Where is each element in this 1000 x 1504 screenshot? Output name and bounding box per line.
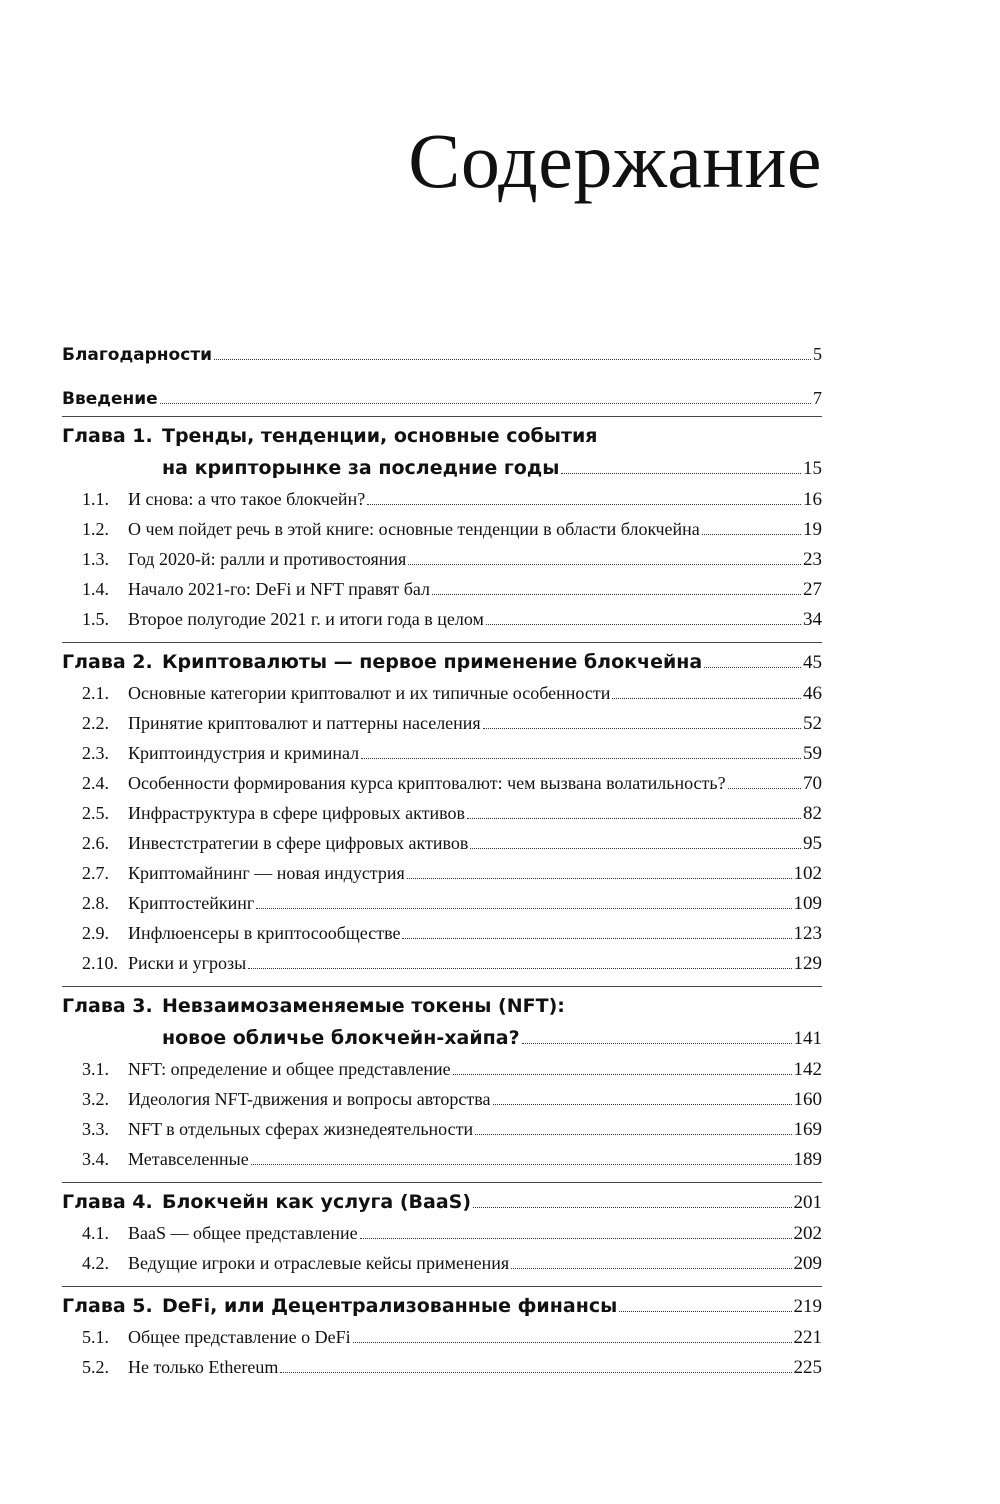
section-number: 4.2. <box>82 1253 109 1273</box>
toc-section-entry[interactable] <box>62 1119 822 1149</box>
dot-leader <box>256 908 791 909</box>
toc-section-entry[interactable] <box>62 1357 822 1387</box>
section-title: Инфраструктура в сфере цифровых активов <box>128 803 465 823</box>
section-title: О чем пойдет речь в этой книге: основные тенденции в области блокчейна <box>128 519 700 539</box>
toc-page-number: 201 <box>793 1192 822 1213</box>
toc-page-number: 225 <box>793 1357 822 1378</box>
section-title: Криптомайнинг — новая индустрия <box>128 863 405 883</box>
section-title: Принятие криптовалют и паттерны населения <box>128 713 481 733</box>
toc-page-number: 46 <box>803 683 822 704</box>
toc-page-number: 7 <box>813 388 822 408</box>
toc-page-number: 219 <box>793 1296 822 1317</box>
toc-page-number: 102 <box>793 863 822 884</box>
toc-page-number: 16 <box>803 489 822 510</box>
toc-page-number: 142 <box>793 1059 822 1080</box>
dot-leader <box>612 698 801 699</box>
section-number: 3.4. <box>82 1149 109 1169</box>
toc-section-entry[interactable] <box>62 579 822 609</box>
dot-leader <box>467 818 801 819</box>
toc-page-number: 129 <box>793 953 822 974</box>
dot-leader <box>522 1043 792 1044</box>
section-number: 1.3. <box>82 549 109 569</box>
toc-page-number: 141 <box>793 1028 822 1049</box>
section-number: 2.7. <box>82 863 109 883</box>
chapter-divider <box>62 642 822 643</box>
section-title: NFT в отдельных сферах жизнедеятельности <box>128 1119 474 1139</box>
section-number: 2.10. <box>82 953 118 973</box>
toc-page-number: 169 <box>793 1119 822 1140</box>
chapter-heading-line <box>62 651 822 683</box>
toc-page-number: 109 <box>793 893 822 914</box>
section-title: Общее представление о DeFi <box>128 1327 351 1347</box>
toc-page-number: 95 <box>803 833 822 854</box>
toc-page-number: 189 <box>793 1149 822 1170</box>
section-number: 2.5. <box>82 803 109 823</box>
toc-page-number: 221 <box>793 1327 822 1348</box>
chapter-2[interactable] <box>62 651 822 683</box>
toc-page-number: 123 <box>793 923 822 944</box>
section-number: 2.8. <box>82 893 109 913</box>
chapter-4[interactable] <box>62 1191 822 1223</box>
dot-leader <box>402 938 791 939</box>
toc-page-number: 19 <box>803 519 822 540</box>
toc-section-entry[interactable] <box>62 1327 822 1357</box>
dot-leader <box>486 624 801 625</box>
dot-leader <box>407 878 792 879</box>
dot-leader <box>470 848 801 849</box>
section-title: Особенности формирования курса криптовалют: чем вызвана волатильность? <box>128 773 726 793</box>
toc-section-entry[interactable] <box>62 773 822 803</box>
section-title: Метавселенные <box>128 1149 249 1169</box>
dot-leader <box>704 667 801 668</box>
page-title: Содержание <box>408 117 822 204</box>
toc-page-number: 70 <box>803 773 822 794</box>
toc-entry-label: Введение <box>62 389 158 409</box>
chapter-number: Глава 2. <box>62 651 153 673</box>
toc-page-number: 34 <box>803 609 822 630</box>
section-title: И снова: а что такое блокчейн? <box>128 489 366 509</box>
toc-section-entry[interactable] <box>62 489 822 519</box>
chapter-title: Невзаимозаменяемые токены (NFT): <box>162 995 565 1017</box>
chapter-divider <box>62 1182 822 1183</box>
chapter-5[interactable] <box>62 1295 822 1327</box>
section-title: Риски и угрозы <box>128 953 247 973</box>
chapter-number: Глава 4. <box>62 1191 153 1213</box>
chapter-title: новое обличье блокчейн-хайпа? <box>162 1027 520 1049</box>
chapter-title: Криптовалюты — первое применение блокчейна <box>162 651 703 673</box>
toc-page-number: 23 <box>803 549 822 570</box>
section-title: Начало 2021-го: DeFi и NFT правят бал <box>128 579 431 599</box>
dot-leader <box>280 1372 791 1373</box>
chapter-heading-line <box>62 1027 822 1059</box>
toc-section-entry[interactable] <box>62 833 822 863</box>
dot-leader <box>248 968 791 969</box>
dot-leader <box>408 564 801 565</box>
section-number: 3.1. <box>82 1059 109 1079</box>
chapter-heading-line <box>62 425 822 457</box>
chapter-title: на крипторынке за последние годы <box>162 457 560 479</box>
dot-leader <box>493 1104 792 1105</box>
toc-section-entry[interactable] <box>62 519 822 549</box>
section-title: BaaS — общее представление <box>128 1223 358 1243</box>
dot-leader <box>473 1207 791 1208</box>
toc-entry-label: Благодарности <box>62 345 213 365</box>
section-number: 4.1. <box>82 1223 109 1243</box>
dot-leader <box>360 1238 792 1239</box>
toc-section-entry[interactable] <box>62 953 822 983</box>
dot-leader <box>453 1074 792 1075</box>
section-title: Не только Ethereum <box>128 1357 279 1377</box>
dot-leader <box>353 1342 792 1343</box>
section-number: 2.6. <box>82 833 109 853</box>
toc-page-number: 209 <box>793 1253 822 1274</box>
chapter-heading-line <box>62 457 822 489</box>
toc-section-entry[interactable] <box>62 1253 822 1283</box>
chapter-title: Тренды, тенденции, основные события <box>162 425 598 447</box>
toc-page-number: 82 <box>803 803 822 824</box>
section-number: 1.2. <box>82 519 109 539</box>
section-title: Основные категории криптовалют и их типичные особенности <box>128 683 611 703</box>
dot-leader <box>160 403 811 404</box>
section-title: Инфлюенсеры в криптосообществе <box>128 923 401 943</box>
chapter-divider <box>62 1286 822 1287</box>
chapter-number: Глава 3. <box>62 995 153 1017</box>
section-number: 3.2. <box>82 1089 109 1109</box>
section-title: Год 2020-й: ралли и противостояния <box>128 549 407 569</box>
toc-section-entry[interactable] <box>62 893 822 923</box>
toc-section-entry[interactable] <box>62 1223 822 1253</box>
toc-section-entry[interactable] <box>62 863 822 893</box>
toc-page-number: 15 <box>803 458 822 479</box>
section-number: 2.9. <box>82 923 109 943</box>
dot-leader <box>483 728 801 729</box>
section-number: 3.3. <box>82 1119 109 1139</box>
toc-section-entry[interactable] <box>62 923 822 953</box>
section-title: Ведущие игроки и отраслевые кейсы применения <box>128 1253 510 1273</box>
toc-page-number: 160 <box>793 1089 822 1110</box>
table-of-contents <box>62 344 822 1387</box>
toc-page-number: 45 <box>803 652 822 673</box>
chapter-1[interactable] <box>62 425 822 489</box>
section-number: 5.2. <box>82 1357 109 1377</box>
chapter-heading-line <box>62 1191 822 1223</box>
section-title: NFT: определение и общее представление <box>128 1059 451 1079</box>
section-number: 2.2. <box>82 713 109 733</box>
chapter-number: Глава 5. <box>62 1295 153 1317</box>
toc-page-number: 202 <box>793 1223 822 1244</box>
section-number: 2.3. <box>82 743 109 763</box>
section-number: 5.1. <box>82 1327 109 1347</box>
toc-page-number: 52 <box>803 713 822 734</box>
chapter-title: DeFi, или Децентрализованные финансы <box>162 1295 618 1317</box>
section-title: Криптоиндустрия и криминал <box>128 743 360 763</box>
dot-leader <box>475 1134 791 1135</box>
chapter-heading-line <box>62 1295 822 1327</box>
section-title: Криптостейкинг <box>128 893 255 913</box>
dot-leader <box>511 1268 791 1269</box>
section-number: 1.5. <box>82 609 109 629</box>
chapter-divider <box>62 416 822 417</box>
chapter-heading-line <box>62 995 822 1027</box>
section-title: Инвестстратегии в сфере цифровых активов <box>128 833 469 853</box>
dot-leader <box>367 504 801 505</box>
toc-section-entry[interactable] <box>62 1059 822 1089</box>
toc-page-number: 59 <box>803 743 822 764</box>
chapter-title: Блокчейн как услуга (BaaS) <box>162 1191 472 1213</box>
section-title: Идеология NFT-движения и вопросы авторства <box>128 1089 491 1109</box>
dot-leader <box>702 534 801 535</box>
section-title: Второе полугодие 2021 г. и итоги года в целом <box>128 609 484 629</box>
section-number: 1.4. <box>82 579 109 599</box>
chapter-3[interactable] <box>62 995 822 1059</box>
toc-section-entry[interactable] <box>62 803 822 833</box>
toc-section-entry[interactable] <box>62 713 822 743</box>
toc-entry-introduction[interactable] <box>62 388 822 413</box>
toc-section-entry[interactable] <box>62 609 822 639</box>
dot-leader <box>214 359 811 360</box>
dot-leader <box>619 1311 791 1312</box>
dot-leader <box>728 788 801 789</box>
toc-entry-acknowledgements[interactable] <box>62 344 822 369</box>
toc-section-entry[interactable] <box>62 549 822 579</box>
toc-section-entry[interactable] <box>62 1089 822 1119</box>
dot-leader <box>561 473 801 474</box>
chapter-divider <box>62 986 822 987</box>
dot-leader <box>361 758 801 759</box>
toc-page-number: 5 <box>813 344 822 364</box>
section-number: 2.1. <box>82 683 109 703</box>
toc-section-entry[interactable] <box>62 683 822 713</box>
section-number: 2.4. <box>82 773 109 793</box>
toc-page-number: 27 <box>803 579 822 600</box>
toc-section-entry[interactable] <box>62 743 822 773</box>
dot-leader <box>432 594 801 595</box>
chapter-number: Глава 1. <box>62 425 153 447</box>
toc-section-entry[interactable] <box>62 1149 822 1179</box>
section-number: 1.1. <box>82 489 109 509</box>
dot-leader <box>251 1164 792 1165</box>
